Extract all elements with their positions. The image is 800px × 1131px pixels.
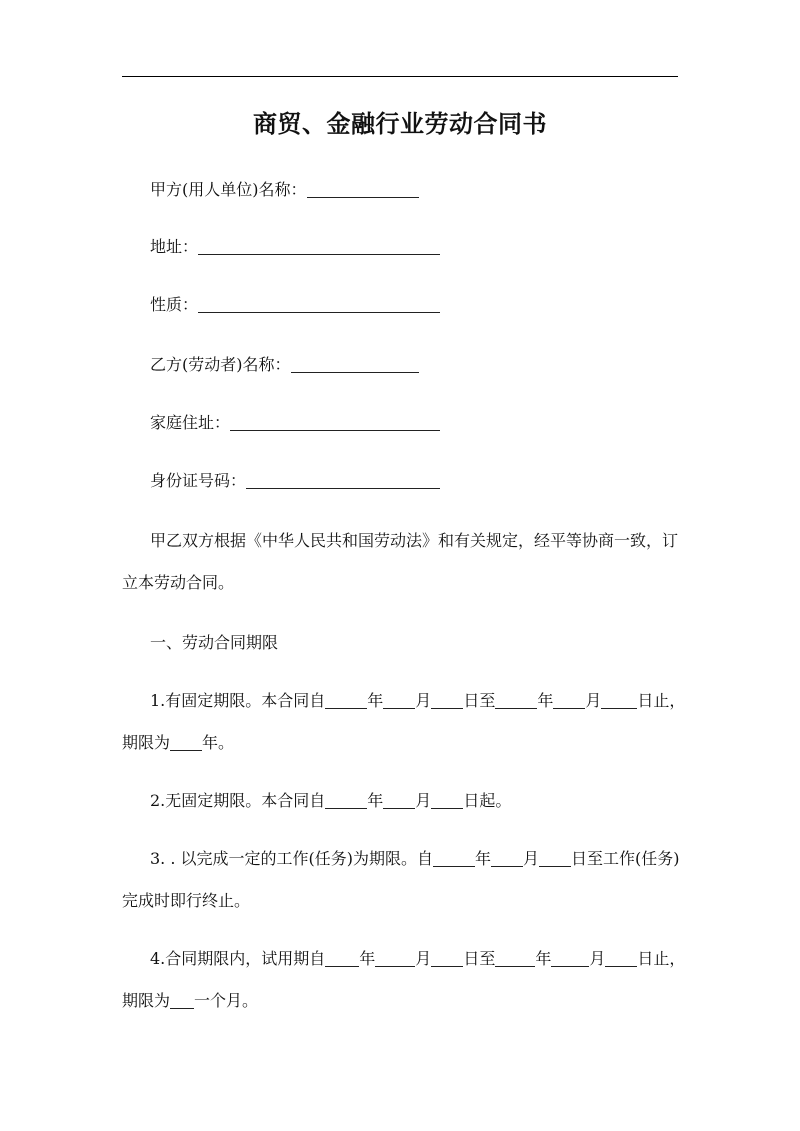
document-title: 商贸、金融行业劳动合同书 [253, 109, 547, 138]
field-label: 身份证号码： [150, 471, 247, 490]
field-address [150, 234, 440, 257]
blank-line [230, 414, 440, 431]
section-heading: 一、劳动合同期限 [150, 633, 279, 652]
clause-2: 2.无固定期限。本合同自 年 月 日起。 [150, 791, 512, 810]
clause-3-line-2: 完成时即行终止。 [122, 891, 251, 910]
field-label: 性质： [150, 295, 199, 314]
blank-line [198, 238, 440, 255]
blank-line [307, 181, 419, 198]
clause-1-line-1: 1.有固定期限。本合同自 年 月 日至 年 月 日止， [150, 691, 686, 710]
blank-line [246, 472, 440, 489]
field-label: 乙方(劳动者)名称： [150, 355, 291, 374]
clause-4-line-2: 期限为 一个月。 [122, 991, 259, 1010]
blank-line [198, 296, 440, 313]
header-rule [122, 76, 678, 77]
field-id-number [150, 468, 440, 491]
field-label: 家庭住址： [150, 413, 231, 432]
intro-line-2: 立本劳动合同。 [122, 573, 235, 592]
field-nature [150, 292, 440, 315]
clause-4-line-1: 4.合同期限内，试用期自 年 月 日至 年 月 日止， [150, 949, 686, 968]
blank-line [291, 356, 419, 373]
intro-line-1: 甲乙双方根据《中华人民共和国劳动法》和有关规定，经平等协商一致，订 [150, 531, 679, 550]
field-party-a-name [150, 177, 419, 200]
field-label: 地址： [150, 237, 199, 256]
clause-1-line-2: 期限为 年。 [122, 733, 235, 752]
field-home-address [150, 410, 440, 433]
clause-3-line-1: 3. . 以完成一定的工作(任务)为期限。自 年 月 日至工作(任务) [150, 849, 680, 868]
field-party-b-name [150, 352, 419, 375]
field-label: 甲方(用人单位)名称： [150, 180, 307, 199]
